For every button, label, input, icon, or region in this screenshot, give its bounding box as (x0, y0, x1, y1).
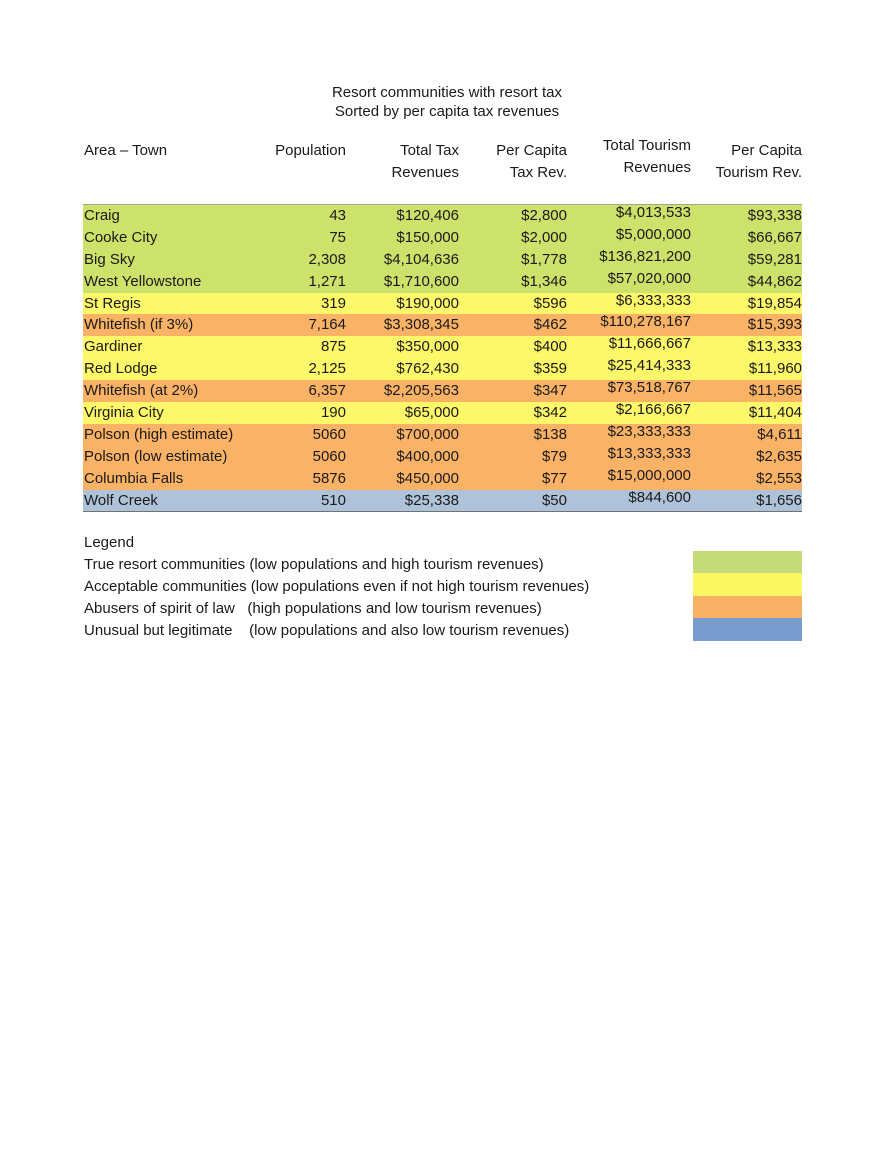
per-capita-tourism-cell: $4,611 (757, 425, 802, 443)
total-tourism-cell: $11,666,667 (608, 335, 691, 353)
population-cell: 875 (320, 338, 346, 356)
per-capita-tax-cell: $2,000 (521, 228, 567, 246)
total-tourism-cell: $57,020,000 (607, 269, 691, 287)
town-cell: Polson (low estimate) (84, 447, 228, 465)
column-header-population: Population (275, 142, 346, 159)
column-header-total-tourism-revenues: Total Tourism Revenues (602, 137, 691, 176)
town-cell: Craig (84, 207, 120, 224)
per-capita-tourism-cell: $13,333 (747, 338, 802, 356)
table-row (83, 314, 802, 336)
legend-swatch-green (693, 551, 802, 573)
per-capita-tax-cell: $50 (541, 491, 567, 509)
per-capita-tax-cell: $400 (533, 338, 567, 356)
total-tax-cell: $450,000 (396, 469, 459, 487)
total-tourism-cell: $844,600 (628, 488, 691, 506)
per-capita-tourism-cell: $1,656 (756, 491, 802, 509)
per-capita-tax-cell: $347 (533, 382, 567, 400)
table-header-row (83, 137, 802, 184)
population-cell: 6,357 (308, 382, 346, 400)
per-capita-tax-cell: $77 (541, 469, 567, 487)
per-capita-tax-cell: $138 (533, 425, 567, 443)
town-cell: Wolf Creek (84, 491, 158, 509)
table-row (83, 205, 802, 227)
total-tax-cell: $3,308,345 (383, 316, 459, 334)
total-tax-cell: $190,000 (396, 294, 459, 312)
column-header-per-capita-tourism-rev: Per Capita Tourism Rev. (715, 142, 802, 181)
legend-title: Legend (84, 534, 135, 551)
table-row (83, 336, 802, 358)
table-row (83, 446, 802, 468)
total-tax-cell: $400,000 (396, 447, 459, 465)
table-row (83, 380, 802, 402)
total-tax-cell: $350,000 (396, 338, 459, 356)
legend-entry-unusual: Unusual but legitimate (low populations and also low tourism revenues) (84, 622, 570, 639)
population-cell: 5060 (312, 425, 346, 443)
column-header-total-tax-revenues: Total Tax Revenues (391, 142, 459, 181)
town-cell: St Regis (84, 294, 141, 312)
population-cell: 2,125 (308, 360, 346, 378)
per-capita-tax-cell: $79 (541, 447, 567, 465)
per-capita-tourism-cell: $2,553 (756, 469, 802, 487)
population-cell: 319 (320, 294, 346, 312)
town-cell: Gardiner (84, 338, 143, 356)
town-cell: Virginia City (84, 404, 164, 422)
total-tax-cell: $700,000 (396, 425, 459, 443)
population-cell: 2,308 (308, 250, 346, 268)
per-capita-tourism-cell: $11,565 (748, 382, 802, 400)
total-tourism-cell: $4,013,533 (615, 204, 691, 221)
total-tax-cell: $4,104,636 (383, 250, 459, 268)
document-title (0, 83, 894, 121)
table-row (83, 227, 802, 249)
population-cell: 75 (329, 228, 346, 246)
total-tourism-cell: $110,278,167 (600, 313, 691, 331)
total-tourism-cell: $6,333,333 (615, 291, 691, 309)
per-capita-tax-cell: $1,346 (521, 272, 567, 290)
per-capita-tourism-cell: $66,667 (747, 228, 802, 246)
total-tax-cell: $120,406 (396, 207, 459, 224)
total-tourism-cell: $13,333,333 (607, 444, 691, 462)
per-capita-tax-cell: $2,800 (521, 207, 567, 224)
table-body (83, 204, 802, 512)
legend-swatches (693, 551, 802, 641)
total-tax-cell: $150,000 (396, 228, 459, 246)
table-row (83, 271, 802, 293)
town-cell: West Yellowstone (84, 272, 202, 290)
population-cell: 5060 (312, 447, 346, 465)
total-tourism-cell: $136,821,200 (599, 247, 691, 265)
legend-swatch-orange (693, 596, 802, 618)
total-tax-cell: $1,710,600 (383, 272, 459, 290)
population-cell: 5876 (312, 469, 346, 487)
per-capita-tax-cell: $462 (533, 316, 567, 334)
population-cell: 7,164 (308, 316, 346, 334)
per-capita-tourism-cell: $19,854 (747, 294, 802, 312)
total-tourism-cell: $5,000,000 (615, 225, 691, 243)
town-cell: Red Lodge (84, 360, 158, 378)
total-tourism-cell: $15,000,000 (607, 466, 691, 484)
per-capita-tourism-cell: $11,404 (748, 404, 802, 422)
per-capita-tax-cell: $342 (533, 404, 567, 422)
per-capita-tax-cell: $596 (533, 294, 567, 312)
town-cell: Cooke City (84, 228, 158, 246)
table-row (83, 490, 802, 512)
table-row (83, 424, 802, 446)
population-cell: 43 (329, 207, 346, 224)
legend-entry-acceptable: Acceptable communities (low populations even if not high tourism revenues) (84, 578, 590, 595)
per-capita-tax-cell: $1,778 (521, 250, 567, 268)
per-capita-tourism-cell: $11,960 (748, 360, 802, 378)
legend-swatch-blue (693, 618, 802, 640)
total-tax-cell: $65,000 (404, 404, 459, 422)
legend-swatch-yellow (693, 573, 802, 595)
per-capita-tourism-cell: $44,862 (747, 272, 802, 290)
table-row (83, 402, 802, 424)
legend-entry-abusers: Abusers of spirit of law (high populations and low tourism revenues) (84, 600, 542, 617)
legend (84, 532, 589, 642)
town-cell: Polson (high estimate) (84, 425, 234, 443)
town-cell: Columbia Falls (84, 469, 184, 487)
total-tax-cell: $762,430 (396, 360, 459, 378)
per-capita-tax-cell: $359 (533, 360, 567, 378)
column-header-area-town: Area – Town (84, 142, 168, 159)
column-header-per-capita-tax-rev: Per Capita Tax Rev. (496, 142, 567, 181)
table-row (83, 468, 802, 490)
per-capita-tourism-cell: $15,393 (747, 316, 802, 334)
total-tourism-cell: $25,414,333 (607, 357, 691, 375)
table-row (83, 358, 802, 380)
town-cell: Whitefish (at 2%) (84, 382, 199, 400)
per-capita-tourism-cell: $2,635 (756, 447, 802, 465)
total-tourism-cell: $23,333,333 (607, 422, 691, 440)
town-cell: Big Sky (84, 250, 135, 268)
title-line-1: Resort communities with resort tax (331, 84, 563, 101)
population-cell: 1,271 (308, 272, 346, 290)
total-tourism-cell: $2,166,667 (615, 401, 691, 419)
legend-entry-true-resort: True resort communities (low populations and high tourism revenues) (84, 556, 544, 573)
population-cell: 510 (320, 491, 346, 509)
total-tourism-cell: $73,518,767 (607, 379, 691, 397)
per-capita-tourism-cell: $93,338 (747, 207, 802, 224)
table-row (83, 293, 802, 315)
total-tax-cell: $25,338 (404, 491, 459, 509)
town-cell: Whitefish (if 3%) (84, 316, 194, 334)
table-row (83, 249, 802, 271)
title-line-2: Sorted by per capita tax revenues (334, 103, 560, 120)
total-tax-cell: $2,205,563 (383, 382, 459, 400)
per-capita-tourism-cell: $59,281 (747, 250, 802, 268)
population-cell: 190 (320, 404, 346, 422)
